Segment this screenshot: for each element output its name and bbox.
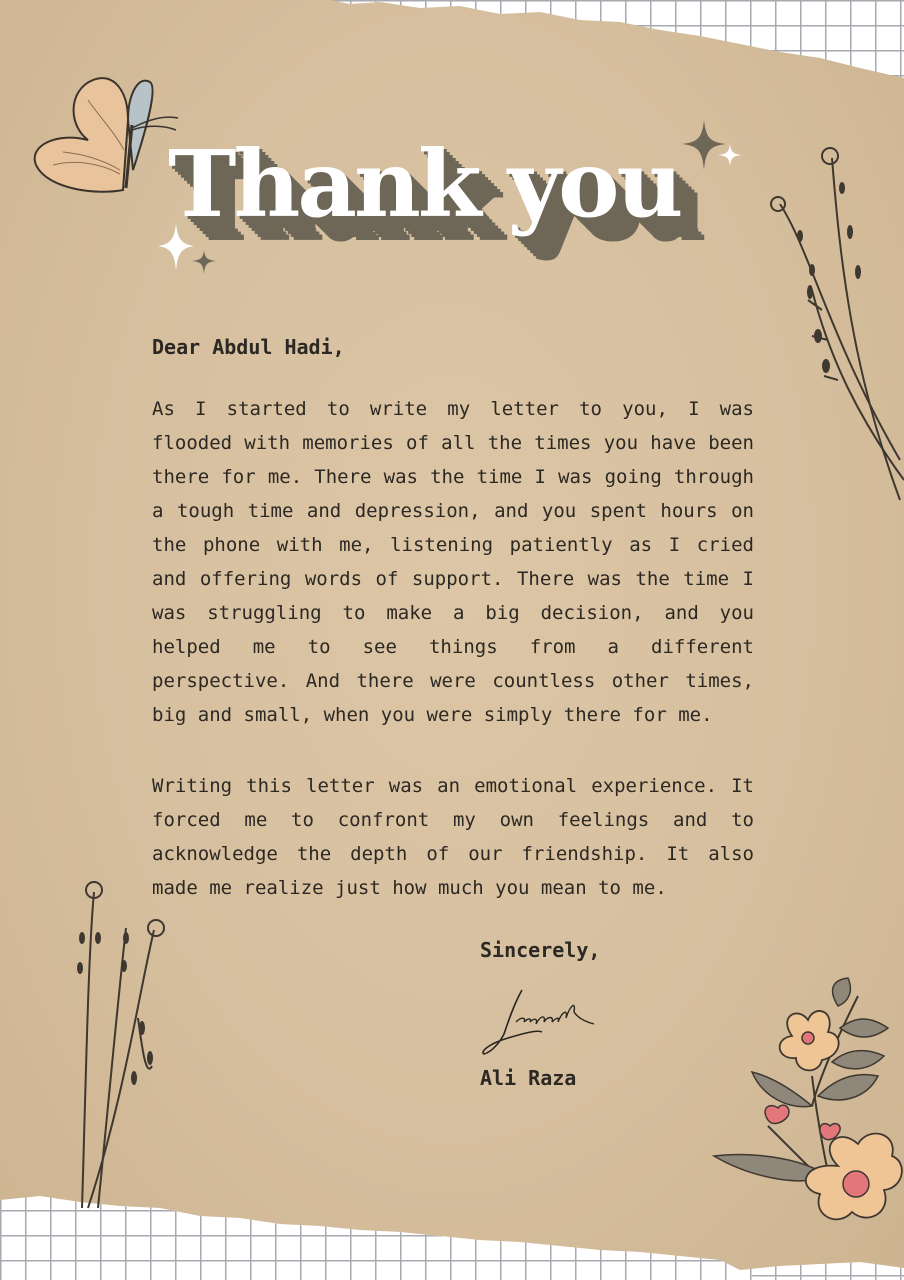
letter-greeting: Dear Abdul Hadi,: [152, 335, 345, 359]
flower-bouquet-icon: [708, 976, 904, 1280]
sparkle-icon: [156, 222, 220, 282]
letter-paragraph: As I started to write my letter to you, I was flooded with memories of all the times you have been there for me. There was the time I was going through a tough time and depression, and you spent hours on the phone with me, listening patiently as I cried and offering words of support. There was the time I was struggling to make a big decision, and you helped me to see things from a different perspective. And there were countless other times, big and small, when you were simply there for me.: [152, 398, 754, 726]
wildflower-icon: [760, 140, 904, 510]
sparkle-icon: [680, 118, 744, 180]
wildflower-icon: [68, 878, 178, 1214]
letter-paragraph: Writing this letter was an emotional experience. It forced me to confront my own feelings and to acknowledge the depth of our friendship. It also made me realize just how much you mean to me.: [152, 775, 754, 899]
sender-name: Ali Raza: [480, 1066, 577, 1090]
letter-closing: Sincerely,: [480, 938, 601, 962]
butterfly-icon: [28, 70, 188, 205]
handwritten-signature: [478, 982, 602, 1058]
page-title: Thank you: [168, 130, 681, 238]
